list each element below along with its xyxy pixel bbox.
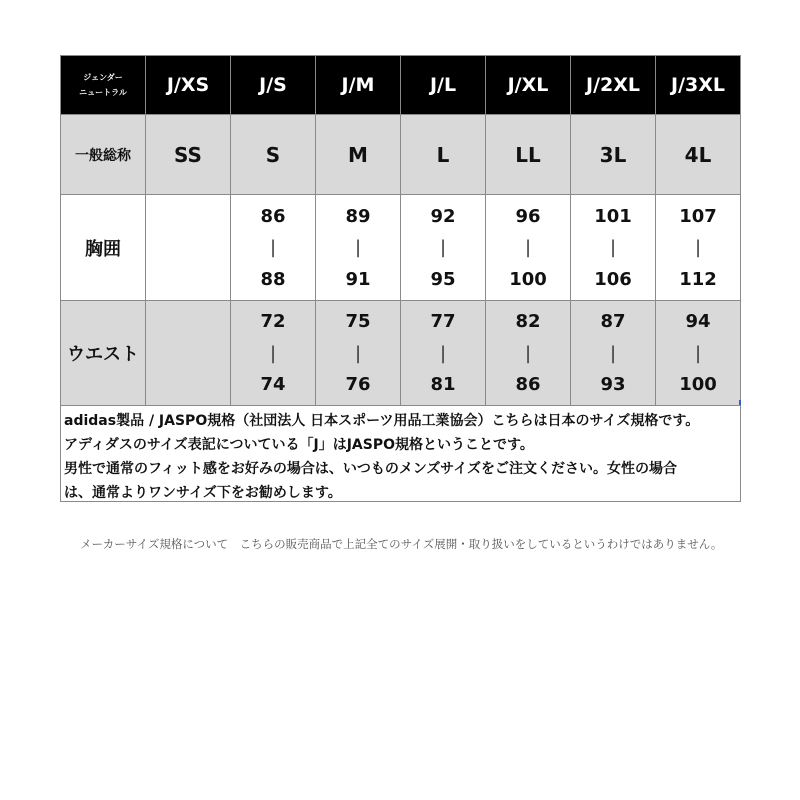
header-size-j-s: J/S: [231, 56, 316, 115]
chest-min: 92: [430, 205, 456, 227]
size-chart-table: [60, 55, 741, 406]
waist-cell: [231, 301, 316, 406]
waist-cell: [316, 301, 401, 406]
waist-min: 87: [600, 311, 626, 332]
waist-min: 94: [685, 311, 711, 332]
chest-max: 88: [260, 268, 286, 290]
waist-min: 77: [430, 311, 456, 332]
range-separator: |: [439, 342, 447, 364]
waist-label: ウエスト: [61, 301, 146, 406]
note-line: adidas製品 / JASPO規格（社団法人 日本スポーツ用品工業協会）こちらは日本のサイズ規格です。: [64, 413, 700, 429]
waist-row: [61, 301, 741, 406]
range-separator: |: [269, 237, 277, 258]
corner-label-line1: ジェンダー: [83, 73, 123, 82]
waist-min: 72: [260, 311, 286, 332]
chest-min: 96: [515, 205, 541, 227]
chest-cell: [656, 195, 741, 301]
waist-cell: [656, 301, 741, 406]
waist-max: 86: [515, 374, 541, 395]
chest-max: 112: [679, 268, 717, 290]
waist-cell: [486, 301, 571, 406]
chest-max: 100: [509, 268, 547, 290]
chest-cell: [231, 195, 316, 301]
waist-cell-empty: [146, 301, 231, 406]
chest-row: [61, 195, 741, 301]
waist-max: 74: [260, 374, 286, 395]
note-line: は、通常よりワンサイズ下をお勧めします。: [64, 485, 342, 501]
range-separator: |: [439, 237, 447, 258]
range-separator: |: [609, 237, 617, 258]
general-size-label: 一般総称: [61, 115, 146, 195]
chest-cell: [316, 195, 401, 301]
waist-max: 76: [345, 374, 371, 395]
header-size-j-m: J/M: [316, 56, 401, 115]
waist-max: 100: [679, 374, 717, 395]
general-size-cell: M: [316, 115, 401, 195]
general-size-cell: S: [231, 115, 316, 195]
chest-min: 86: [260, 205, 286, 227]
header-size-j-xl: J/XL: [486, 56, 571, 115]
range-separator: |: [524, 237, 532, 258]
header-size-j-2xl: J/2XL: [571, 56, 656, 115]
range-separator: |: [694, 342, 702, 364]
chest-cell: [401, 195, 486, 301]
range-separator: |: [524, 342, 532, 364]
range-separator: |: [609, 342, 617, 364]
range-separator: |: [694, 237, 702, 258]
general-size-cell: SS: [146, 115, 231, 195]
size-note-box: [60, 405, 741, 502]
footer-disclaimer: メーカーサイズ規格について こちらの販売商品で上記全てのサイズ展開・取り扱いをしているというわけではありません。: [80, 537, 723, 551]
chest-label: 胸囲: [61, 195, 146, 301]
header-size-j-l: J/L: [401, 56, 486, 115]
header-size-j-xs: J/XS: [146, 56, 231, 115]
waist-max: 81: [430, 374, 456, 395]
range-separator: |: [354, 342, 362, 364]
chest-cell: [571, 195, 656, 301]
chest-cell: [486, 195, 571, 301]
waist-min: 75: [345, 311, 371, 332]
general-size-cell: L: [401, 115, 486, 195]
general-size-row: [61, 115, 741, 195]
general-size-cell: LL: [486, 115, 571, 195]
waist-cell: [571, 301, 656, 406]
note-line: 男性で通常のフィット感をお好みの場合は、いつものメンズサイズをご注文ください。女性の場合: [64, 461, 678, 477]
general-size-cell: 3L: [571, 115, 656, 195]
waist-cell: [401, 301, 486, 406]
corner-label-line2: ニュートラル: [79, 88, 127, 97]
chest-min: 89: [345, 205, 371, 227]
waist-max: 93: [600, 374, 626, 395]
header-row: [61, 56, 741, 115]
chest-min: 107: [679, 205, 717, 227]
chest-max: 95: [430, 268, 456, 290]
range-separator: |: [354, 237, 362, 258]
general-size-cell: 4L: [656, 115, 741, 195]
gender-neutral-label: [61, 56, 146, 115]
chest-max: 91: [345, 268, 371, 290]
note-line: アディダスのサイズ表記についている「J」はJASPO規格ということです。: [64, 437, 534, 453]
chest-max: 106: [594, 268, 632, 290]
chest-min: 101: [594, 205, 632, 227]
header-size-j-3xl: J/3XL: [656, 56, 741, 115]
waist-min: 82: [515, 311, 541, 332]
range-separator: |: [269, 342, 277, 364]
chest-cell-empty: [146, 195, 231, 301]
